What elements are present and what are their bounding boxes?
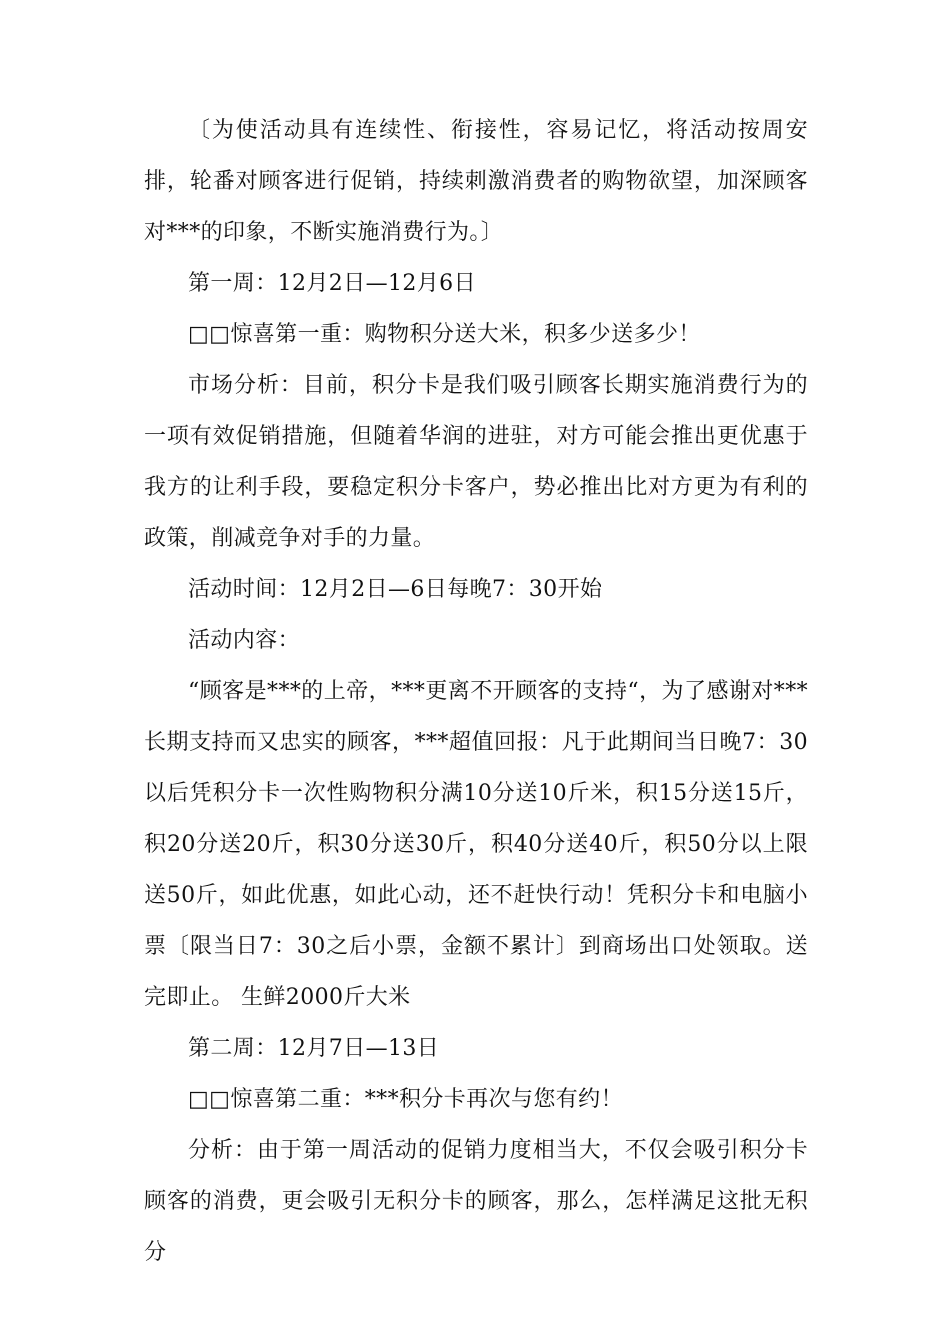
paragraph-activity-content-label: 活动内容： bbox=[188, 628, 301, 653]
paragraph-week2-analysis: 分析：由于第一周活动的促销力度相当大，不仅会吸引积分卡顾客的消费，更会吸引无积分卡的顾客，那么，怎样满足这批无积分 bbox=[144, 1138, 808, 1265]
paragraph-surprise1: □□惊喜第一重：购物积分送大米，积多少送多少！ bbox=[188, 322, 701, 347]
paragraph-intro: 〔为使活动具有连续性、衔接性，容易记忆，将活动按周安排，轮番对顾客进行促销，持续刺激消费者的购物欲望，加深顾客对***的印象，不断实施消费行为。〕 bbox=[144, 118, 808, 245]
paragraph-activity-content: “顾客是***的上帝，***更离不开顾客的支持“，为了感谢对***长期支持而又忠实的顾客，***超值回报：凡于此期间当日晚7：30以后凭积分卡一次性购物积分满10分送10斤米，积15分送15斤，积20分送20斤，积30分送30斤，积40分送40斤，积50分以上限送50斤，如此优惠，如此心动，还不赶快行动！凭积分卡和电脑小票〔限当日7：30之后小票，金额不累计〕到商场出口处领取。送完即止。 生鲜2000斤大米 bbox=[144, 679, 808, 1010]
paragraph-week1-heading: 第一周：12月2日—12月6日 bbox=[188, 271, 476, 296]
paragraph-week2-heading: 第二周：12月7日—13日 bbox=[188, 1036, 440, 1061]
document-body bbox=[144, 105, 808, 1278]
paragraph-surprise2: □□惊喜第二重：***积分卡再次与您有约！ bbox=[188, 1087, 623, 1112]
paragraph-market-analysis: 市场分析：目前，积分卡是我们吸引顾客长期实施消费行为的一项有效促销措施，但随着华润的进驻，对方可能会推出更优惠于我方的让利手段，要稳定积分卡客户，势必推出比对方更为有利的政策，削减竞争对手的力量。 bbox=[144, 373, 808, 551]
paragraph-activity-time: 活动时间：12月2日—6日每晚7：30开始 bbox=[188, 577, 603, 602]
